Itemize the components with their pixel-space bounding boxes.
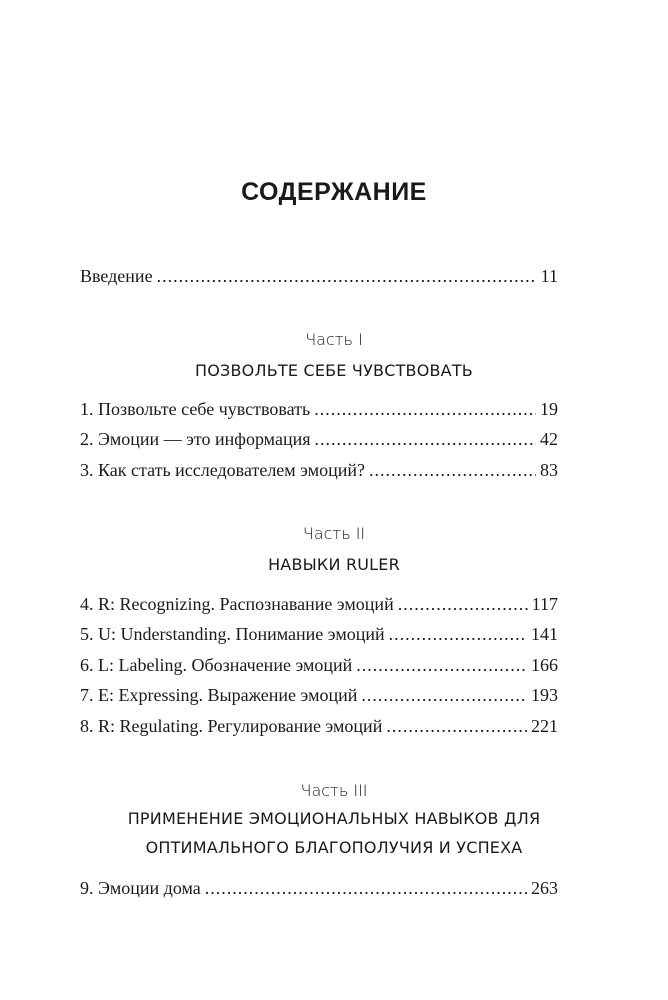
dot-leader (361, 685, 527, 706)
toc-entry-chapter-3[interactable] (80, 460, 558, 484)
dot-leader (157, 266, 537, 287)
toc-entry-chapter-7[interactable] (80, 685, 558, 709)
entry-page-number: 263 (531, 878, 558, 898)
toc-entry-chapter-5[interactable] (80, 624, 558, 648)
dot-leader (314, 429, 536, 450)
part-3-title-line-1: ПРИМЕНЕНИЕ ЭМОЦИОНАЛЬНЫХ НАВЫКОВ ДЛЯ (127, 809, 541, 828)
page-title: СОДЕРЖАНИЕ (241, 178, 427, 206)
toc-entry-chapter-2[interactable] (80, 429, 558, 453)
part-1-title: ПОЗВОЛЬТЕ СЕБЕ ЧУВСТВОВАТЬ (195, 361, 473, 380)
toc-entry-chapter-1[interactable] (80, 399, 558, 423)
dot-leader (356, 655, 527, 676)
entry-page-number: 141 (531, 624, 558, 644)
dot-leader (314, 399, 536, 420)
dot-leader (386, 716, 527, 737)
entry-label: 7. E: Expressing. Выражение эмоций (80, 685, 358, 705)
toc-entry-chapter-9[interactable] (80, 878, 558, 902)
dot-leader (205, 878, 527, 899)
entry-label: 6. L: Labeling. Обозначение эмоций (80, 655, 353, 675)
entry-label: 9. Эмоции дома (80, 878, 201, 898)
toc-entry-chapter-4[interactable] (80, 594, 558, 618)
entry-page-number: 83 (540, 460, 558, 480)
part-3-label: Часть III (300, 781, 368, 800)
dot-leader (369, 460, 536, 481)
part-3-title-line-2: ОПТИМАЛЬНОГО БЛАГОПОЛУЧИЯ И УСПЕХА (145, 838, 523, 857)
dot-leader (389, 624, 527, 645)
dot-leader (398, 594, 528, 615)
entry-label: 8. R: Regulating. Регулирование эмоций (80, 716, 383, 736)
entry-page-number: 42 (540, 429, 558, 449)
entry-label: 1. Позвольте себе чувствовать (80, 399, 311, 419)
entry-label: 2. Эмоции — это информация (80, 429, 311, 449)
toc-entry-chapter-6[interactable] (80, 655, 558, 679)
entry-label: 5. U: Understanding. Понимание эмоций (80, 624, 385, 644)
entry-label: 4. R: Recognizing. Распознавание эмоций (80, 594, 394, 614)
entry-label: 3. Как стать исследователем эмоций? (80, 460, 366, 480)
part-2-title: НАВЫКИ RULER (268, 555, 400, 574)
toc-entry-chapter-8[interactable] (80, 716, 558, 740)
toc-entry-intro[interactable] (80, 266, 558, 290)
part-2-label: Часть II (302, 524, 366, 543)
entry-label: Введение (80, 266, 153, 286)
entry-page-number: 221 (531, 716, 558, 736)
entry-page-number: 19 (540, 399, 558, 419)
entry-page-number: 193 (531, 685, 558, 705)
entry-page-number: 117 (531, 594, 558, 614)
part-1-label: Часть I (305, 330, 363, 349)
entry-page-number: 166 (531, 655, 558, 675)
entry-page-number: 11 (540, 266, 558, 286)
